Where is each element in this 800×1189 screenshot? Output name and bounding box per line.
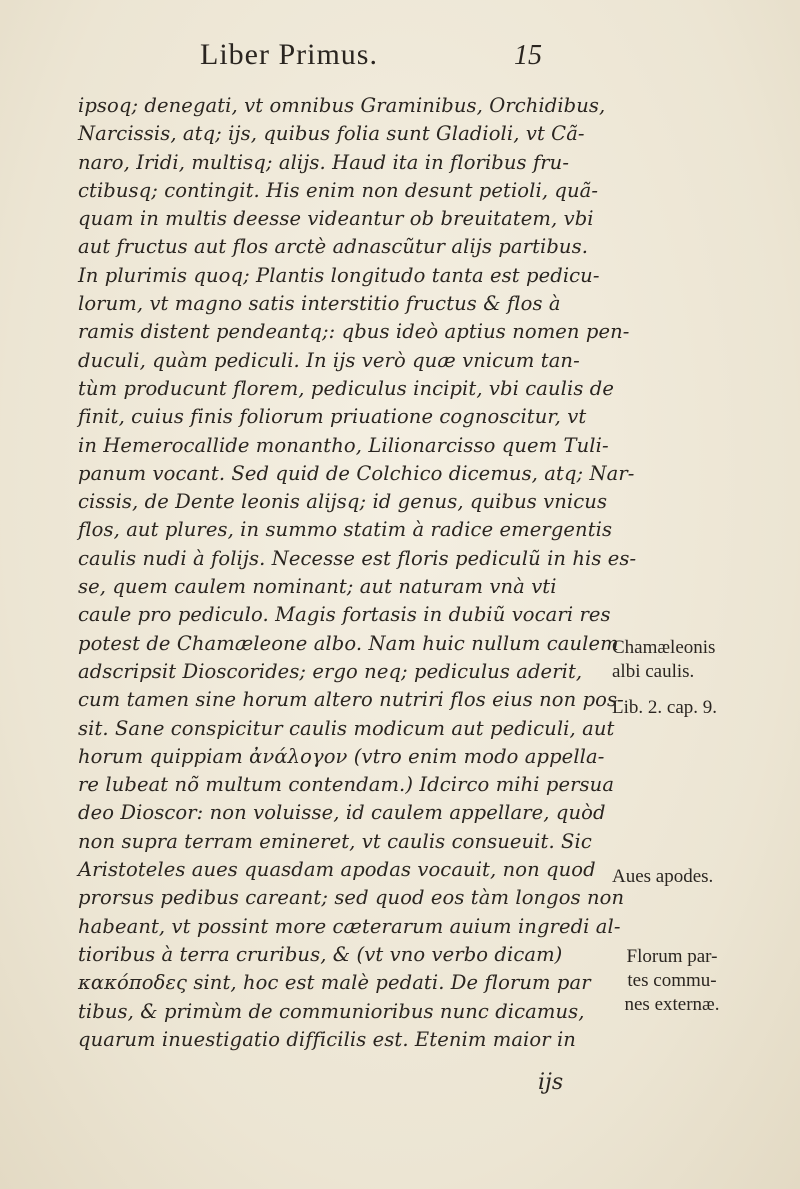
text-line: lorum, vt magno satis interstitio fructus & flos à: [78, 292, 561, 316]
text-line: se, quem caulem nominant; aut naturam vnà vti: [78, 575, 557, 599]
marginal-note-apodes: [612, 865, 792, 889]
text-line: in Hemerocallide monantho, Lilionarcisso quem Tuli-: [78, 433, 609, 457]
text-line: horum quippiam ἀνάλογον (vtro enim modo appella-: [78, 744, 605, 768]
catchword: ijs: [538, 1070, 564, 1095]
text-line: re lubeat nõ multum contendam.) Idcirco mihi persua: [78, 773, 615, 797]
text-line: finit, cuius finis foliorum priuatione cognoscitur, vt: [78, 405, 587, 429]
text-line: κακόποδες sint, hoc est malè pedati. De florum par: [78, 971, 591, 995]
text-line: quam in multis deesse videantur ob breuitatem, vbi: [78, 207, 594, 231]
text-line: tibus, & primùm de communioribus nunc dicamus,: [78, 999, 585, 1023]
text-line: deo Dioscor: non voluisse, id caulem appellare, quòd: [78, 801, 606, 825]
text-line: In plurimis quoq; Plantis longitudo tanta est pedicu-: [78, 263, 600, 287]
text-line: tùm producunt florem, pediculus incipit, vbi caulis de: [78, 376, 614, 400]
text-line: ramis distent pendeantq;: qbus ideò aptius nomen pen-: [78, 320, 630, 344]
text-line: prorsus pedibus careant; sed quod eos tàm longos non: [78, 886, 625, 910]
marginal-note-line: tes commu-: [627, 970, 717, 991]
text-line: potest de Chamæleone albo. Nam huic nullum caulem: [78, 631, 619, 655]
marginal-note-line: Chamæleonis: [612, 637, 716, 658]
marginal-note-reference: [612, 696, 792, 720]
body-text: [78, 92, 637, 1054]
text-line: habeant, vt possint more cæterarum auium ingredi al-: [78, 914, 621, 938]
page-number: 15: [514, 40, 542, 71]
text-line: quarum inuestigatio difficilis est. Etenim maior in: [78, 1027, 576, 1051]
text-line: panum vocant. Sed quid de Colchico dicemus, atq; Nar-: [78, 461, 635, 485]
marginal-note-flower-parts: [612, 945, 732, 1017]
text-line: caulis nudi à folijs. Necesse est floris pediculũ in his es-: [78, 546, 637, 570]
running-title: Liber Primus.: [200, 38, 378, 71]
text-line: cum tamen sine horum altero nutriri flos eius non pos-: [78, 688, 624, 712]
marginal-note-chamaeleon: [612, 636, 792, 684]
text-line: tioribus à terra cruribus, & (vt vno verbo dicam): [78, 942, 563, 966]
text-line: naro, Iridi, multisq; alijs. Haud ita in floribus fru-: [78, 150, 570, 174]
text-line: non supra terram emineret, vt caulis consueuit. Sic: [78, 829, 592, 853]
text-line: duculi, quàm pediculi. In ijs verò quæ vnicum tan-: [78, 348, 580, 372]
text-line: sit. Sane conspicitur caulis modicum aut pediculi, aut: [78, 716, 615, 740]
marginal-note-line: Florum par-: [626, 946, 718, 967]
text-line: adscripsit Dioscorides; ergo neq; pediculus aderit,: [78, 659, 583, 683]
text-line: cissis, de Dente leonis alijsq; id genus, quibus vnicus: [78, 490, 608, 514]
text-line: Aristoteles aues quasdam apodas vocauit, non quod: [78, 858, 596, 882]
page-header: [0, 38, 800, 88]
marginal-note-line: albi caulis.: [612, 661, 695, 682]
text-line: caule pro pediculo. Magis fortasis in dubiũ vocari res: [78, 603, 611, 627]
text-line: flos, aut plures, in summo statim à radice emergentis: [78, 518, 613, 542]
text-line: ipsoq; denegati, vt omnibus Graminibus, Orchidibus,: [78, 94, 606, 117]
text-line: aut fructus aut flos arctè adnascũtur alijs partibus.: [78, 235, 588, 259]
marginal-note-line: nes externæ.: [624, 994, 720, 1015]
marginal-note-line: Lib. 2. cap. 9.: [612, 697, 718, 718]
text-line: Narcissis, atq; ijs, quibus folia sunt Gladioli, vt Cã-: [78, 122, 585, 146]
text-line: ctibusq; contingit. His enim non desunt petioli, quã-: [78, 178, 599, 202]
marginal-note-line: Aues apodes.: [612, 866, 714, 887]
